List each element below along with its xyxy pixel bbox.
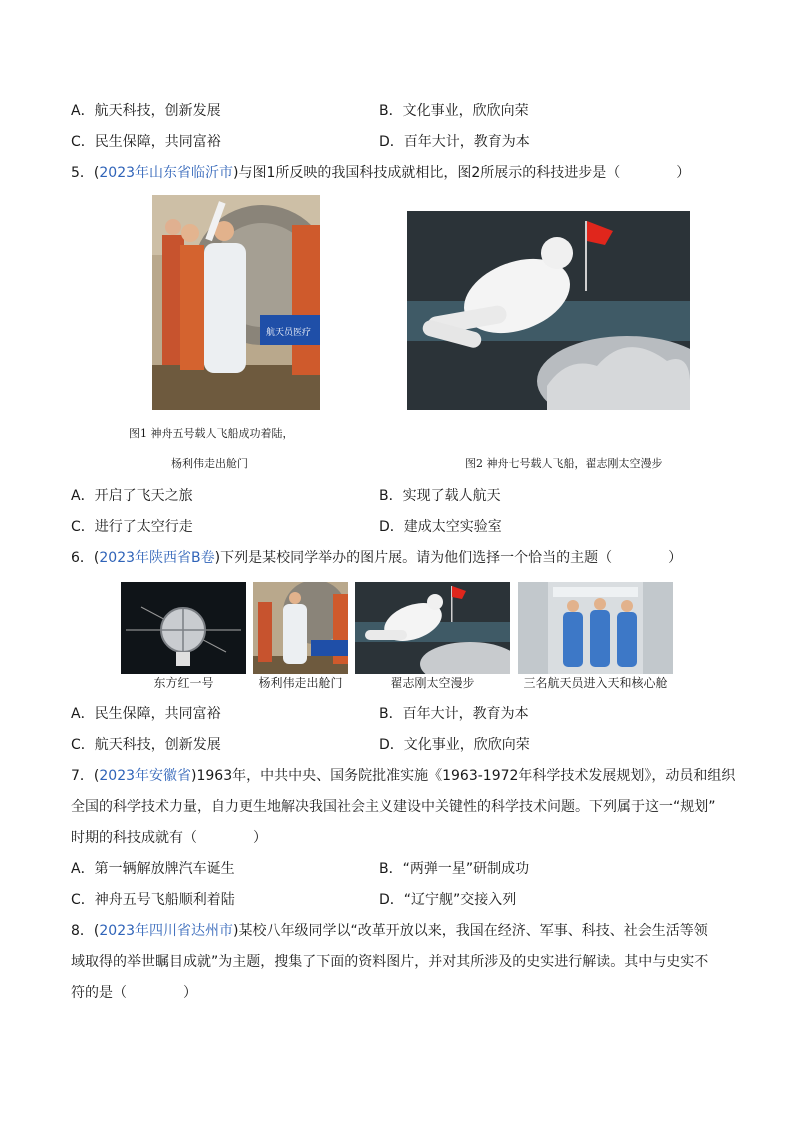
q5-option-a: A．开启了飞天之旅: [71, 488, 193, 504]
q6-option-c: C．航天科技，创新发展: [71, 737, 221, 753]
q6-caption-1: 东方红一号: [153, 676, 214, 690]
q7-option-d: D．“辽宁舰”交接入列: [379, 892, 517, 908]
q4-option-c: C．民生保障，共同富裕: [71, 134, 221, 150]
q6-option-a: A．民生保障，共同富裕: [71, 706, 221, 722]
q4-option-b: B．文化事业，欣欣向荣: [379, 103, 529, 119]
q7-option-b: B．“两弹一星”研制成功: [379, 861, 530, 877]
q7-stem-line3: 时期的科技成就有（ ）: [71, 830, 267, 846]
q6-source: 2023年陕西省B卷: [99, 550, 215, 566]
fig2-photo: [407, 211, 690, 410]
q6-caption-2: 杨利伟走出舱门: [258, 676, 343, 690]
q6-caption-3: 翟志刚太空漫步: [390, 676, 475, 690]
fig1-caption-line2: 杨利伟走出舱门: [171, 457, 248, 470]
q7-option-c: C．神舟五号飞船顺利着陆: [71, 892, 235, 908]
q4-option-a: A．航天科技，创新发展: [71, 103, 221, 119]
q5-stem: 5．(2023年山东省临沂市)与图1所反映的我国科技成就相比，图2所展示的科技进步是（ ）: [71, 165, 691, 181]
q6-photo-zhai-zhigang: [355, 582, 510, 674]
q7-stem-line2: 全国的科学技术力量，自力更生地解决我国社会主义建设中关键性的科学技术问题。下列属于这一“规划”: [71, 799, 716, 815]
q6-photo-yang-liwei: [253, 582, 348, 674]
q8-source: 2023年四川省达州市: [99, 923, 234, 939]
q8-stem-line1: 8．(2023年四川省达州市)某校八年级同学以“改革开放以来，我国在经济、军事、科技、社会生活等领: [71, 923, 708, 939]
fig1-sign-text: 航天员医疗: [266, 328, 312, 338]
q6-option-d: D．文化事业，欣欣向荣: [379, 737, 530, 753]
q5-option-c: C．进行了太空行走: [71, 519, 193, 535]
q5-option-b: B．实现了载人航天: [379, 488, 501, 504]
fig1-caption-line1: 图1 神舟五号载人飞船成功着陆，: [129, 427, 294, 440]
fig2-caption: 图2 神舟七号载人飞船，翟志刚太空漫步: [465, 457, 663, 470]
q7-option-a: A．第一辆解放牌汽车诞生: [71, 861, 235, 877]
q8-stem-line2: 域取得的举世瞩目成就”为主题，搜集了下面的资料图片，并对其所涉及的史实进行解读。其中与史实不: [71, 954, 709, 970]
q6-caption-4: 三名航天员进入天和核心舱: [523, 676, 668, 690]
q8-stem-line3: 符的是（ ）: [71, 985, 197, 1001]
q5-option-d: D．建成太空实验室: [379, 519, 502, 535]
q7-source: 2023年安徽省: [99, 768, 192, 784]
q6-option-b: B．百年大计，教育为本: [379, 706, 529, 722]
q5-source: 2023年山东省临沂市: [99, 165, 234, 181]
q7-stem-line1: 7．(2023年安徽省)1963年，中共中央、国务院批准实施《1963-1972年科学技术发展规划》，动员和组织: [71, 768, 736, 784]
q6-stem: 6．(2023年陕西省B卷)下列是某校同学举办的图片展。请为他们选择一个恰当的主题（ ）: [71, 550, 683, 566]
q6-photo-tianhe: [518, 582, 673, 674]
fig1-photo: [152, 195, 320, 410]
q4-option-d: D．百年大计，教育为本: [379, 134, 530, 150]
q6-photo-satellite: [121, 582, 246, 674]
